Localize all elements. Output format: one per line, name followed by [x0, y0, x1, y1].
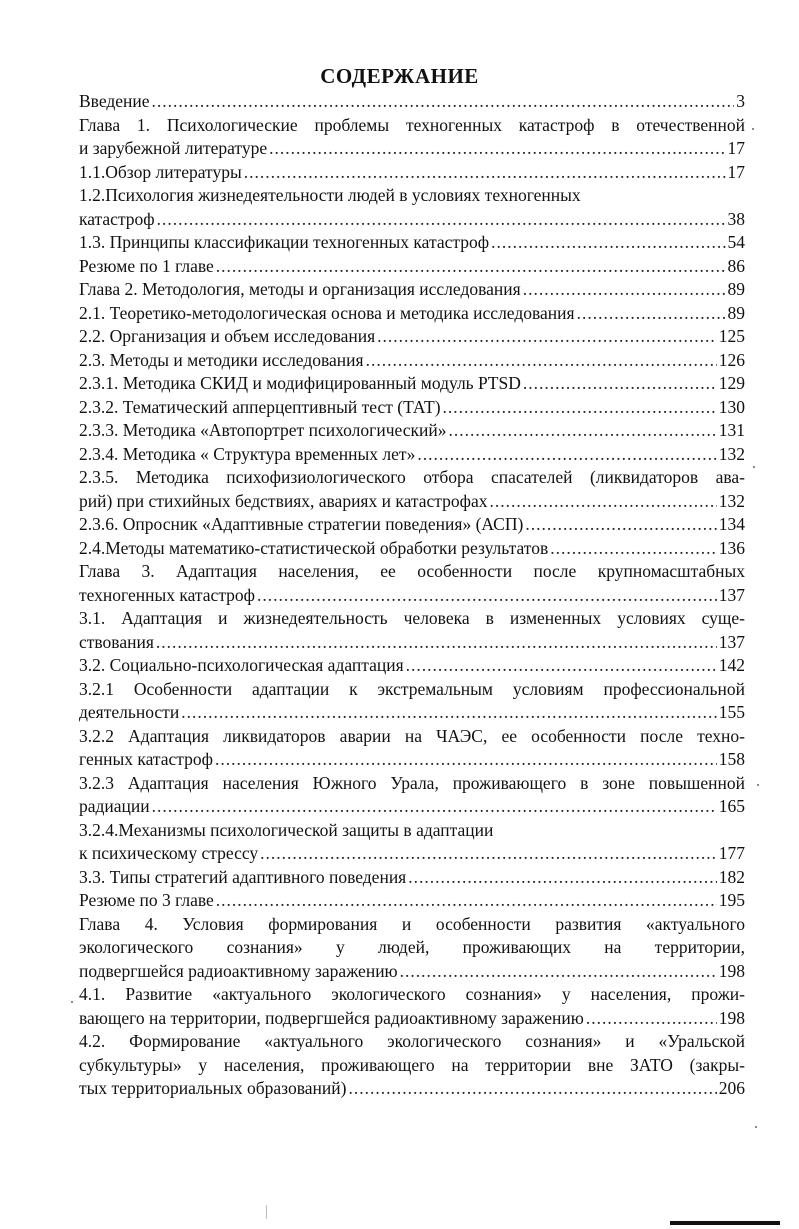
toc-page-number: 158: [718, 749, 745, 769]
toc-page-number: 195: [718, 890, 745, 910]
toc-entry: [79, 960, 745, 984]
toc-entry-continued: Глава 4. Условия формирования и особенности развития «актуального: [79, 913, 745, 934]
toc-page-number: 125: [718, 326, 745, 346]
toc-page-number: 89: [727, 302, 745, 323]
toc-entry-title: 2.3.4. Методика « Структура временных лет»: [79, 443, 416, 464]
toc-page-number: 198: [718, 960, 745, 981]
toc-entry: [79, 866, 745, 890]
dot-leader: [400, 960, 717, 984]
dot-leader: [260, 842, 717, 866]
toc-entry-title: 2.3.6. Опросник «Адаптивные стратегии поведения» (АСП): [79, 514, 524, 534]
toc-page-number: 155: [718, 702, 745, 722]
toc-entry: [79, 443, 745, 467]
table-of-contents: [79, 90, 745, 1101]
toc-entry: [79, 231, 745, 255]
toc-page-number: 38: [727, 208, 745, 229]
toc-entry-title: катастроф: [79, 208, 155, 229]
toc-entry: [79, 302, 745, 326]
toc-page-number: 177: [718, 843, 745, 863]
toc-entry-continued: Глава 1. Психологические проблемы техногенных катастроф в отечественной: [79, 114, 745, 135]
toc-entry-continued: 1.2.Психология жизнедеятельности людей в условиях техногенных: [79, 185, 581, 205]
toc-entry-title: 2.2. Организация и объем исследования: [79, 326, 376, 346]
dot-leader: [216, 889, 717, 913]
dot-leader: [491, 231, 725, 255]
toc-entry-title: 1.3. Принципы классификации техногенных катастроф: [79, 232, 490, 252]
dot-leader: [417, 443, 716, 467]
toc-entry: [79, 137, 745, 161]
toc-entry-continued: экологического сознания» у людей, проживающих на территории,: [79, 937, 745, 957]
toc-entry-title: 2.3.1. Методика СКИД и модифицированный модуль PTSD: [79, 373, 521, 393]
toc-page-number: 132: [718, 443, 745, 464]
toc-entry: [79, 396, 745, 420]
toc-entry-continued: 3.2.4.Механизмы психологической защиты в адаптации: [79, 819, 494, 840]
toc-entry: [79, 490, 745, 514]
toc-entry-title: 2.3.3. Методика «Автопортрет психологический»: [79, 420, 447, 440]
dot-leader: [257, 584, 717, 608]
toc-page-number: 137: [718, 584, 745, 605]
dot-leader: [490, 490, 717, 514]
dot-leader: [181, 701, 717, 725]
toc-entry: [79, 325, 745, 349]
toc-entry-title: к психическому стрессу: [79, 843, 259, 863]
toc-entry: [79, 90, 745, 114]
dot-leader: [443, 396, 717, 420]
toc-entry-title: 1.1.Обзор литературы: [79, 161, 242, 182]
toc-entry-title: 3.3. Типы стратегий адаптивного поведения: [79, 866, 407, 887]
dot-leader: [550, 537, 717, 561]
toc-entry: [79, 372, 745, 396]
dot-leader: [406, 654, 717, 678]
toc-page-number: 142: [718, 655, 745, 675]
page-edge-bar: [670, 1221, 780, 1225]
toc-entry-continued: 4.1. Развитие «актуального экологического сознания» у населения, прожи-: [79, 984, 745, 1004]
toc-entry: [79, 419, 745, 443]
toc-entry-title: рий) при стихийных бедствиях, авариях и катастрофах: [79, 490, 488, 511]
toc-page-number: 86: [727, 255, 745, 276]
toc-entry-title: Резюме по 1 главе: [79, 255, 214, 276]
toc-entry: [79, 631, 745, 655]
toc-entry: [79, 701, 745, 725]
dot-leader: [523, 372, 717, 396]
toc-entry: [79, 161, 745, 185]
dot-leader: [577, 302, 726, 326]
toc-page-number: 54: [727, 232, 745, 252]
dot-leader: [157, 208, 726, 232]
toc-entry-title: и зарубежной литературе: [79, 138, 268, 158]
dot-leader: [244, 161, 726, 185]
toc-page-number: 137: [718, 631, 745, 652]
toc-page-number: 129: [718, 373, 745, 393]
dot-leader: [448, 419, 716, 443]
toc-page-number: 134: [718, 514, 745, 534]
dot-leader: [586, 1007, 717, 1031]
dot-leader: [216, 255, 726, 279]
toc-entry-title: подвергшейся радиоактивному заражению: [79, 960, 398, 981]
toc-page-number: 17: [727, 138, 745, 158]
toc-entry-title: тых территориальных образований): [79, 1078, 347, 1098]
page-title: СОДЕРЖАНИЕ: [320, 64, 479, 88]
toc-entry-title: Глава 2. Методология, методы и организация исследования: [79, 279, 521, 299]
toc-entry-title: 2.3. Методы и методики исследования: [79, 349, 364, 370]
dot-leader: [269, 137, 725, 161]
toc-entry-title: 2.1. Теоретико-методологическая основа и методика исследования: [79, 302, 575, 323]
toc-entry: [79, 1007, 745, 1031]
dot-leader: [366, 349, 717, 373]
toc-page-number: 131: [718, 420, 745, 440]
toc-entry-title: ствования: [79, 631, 154, 652]
toc-entry: [79, 255, 745, 279]
toc-page-number: 182: [718, 866, 745, 887]
dot-leader: [525, 513, 716, 537]
toc-entry: [79, 278, 745, 302]
toc-entry-continued: Глава 3. Адаптация населения, ее особенности после крупномасштабных: [79, 561, 745, 581]
dot-leader: [348, 1077, 716, 1101]
toc-entry-continued: 3.2.2 Адаптация ликвидаторов аварии на ЧАЭС, ее особенности после техно-: [79, 725, 745, 746]
toc-entry: [79, 513, 745, 537]
toc-entry-continued: 2.3.5. Методика психофизиологического отбора спасателей (ликвидаторов ава-: [79, 467, 745, 487]
dot-leader: [377, 325, 717, 349]
toc-page-number: 89: [727, 279, 745, 299]
toc-page-number: 3: [736, 91, 745, 111]
toc-entry-title: генных катастроф: [79, 749, 213, 769]
toc-page-number: 198: [718, 1007, 745, 1028]
toc-entry-continued: 3.2.1 Особенности адаптации к экстремальным условиям профессиональной: [79, 678, 745, 699]
toc-entry: [79, 654, 745, 678]
toc-entry: [79, 584, 745, 608]
toc-page-number: 17: [727, 161, 745, 182]
toc-entry-continued: субкультуры» у населения, проживающего на территории вне ЗАТО (закры-: [79, 1054, 745, 1075]
toc-entry: [79, 349, 745, 373]
toc-entry: [79, 842, 745, 866]
toc-page-number: 136: [718, 537, 745, 558]
toc-entry: [79, 208, 745, 232]
toc-entry: [79, 795, 745, 819]
toc-entry-title: деятельности: [79, 702, 180, 722]
toc-page-number: 165: [718, 796, 745, 816]
toc-entry: [79, 1077, 745, 1101]
toc-entry: [79, 748, 745, 772]
dot-leader: [156, 631, 717, 655]
toc-entry-title: вающего на территории, подвергшейся радиоактивному заражению: [79, 1007, 584, 1028]
toc-entry-continued: 3.1. Адаптация и жизнедеятельность человека в измененных условиях суще-: [79, 608, 745, 628]
toc-entry-continued: 4.2. Формирование «актуального экологического сознания» и «Уральской: [79, 1031, 745, 1051]
dot-leader: [523, 278, 726, 302]
toc-entry-title: радиации: [79, 796, 150, 816]
toc-entry-title: 3.2. Социально-психологическая адаптация: [79, 655, 404, 675]
toc-entry-title: Введение: [79, 91, 150, 111]
toc-page-number: 130: [718, 396, 745, 417]
toc-entry-continued: 3.2.3 Адаптация населения Южного Урала, проживающего в зоне повышенной: [79, 772, 745, 793]
dot-leader: [152, 90, 735, 114]
toc-page-number: 206: [718, 1078, 745, 1098]
dot-leader: [152, 795, 717, 819]
toc-entry: [79, 537, 745, 561]
toc-entry: [79, 889, 745, 913]
toc-entry-title: 2.4.Методы математико-статистической обработки результатов: [79, 537, 549, 558]
toc-entry-title: Резюме по 3 главе: [79, 890, 214, 910]
toc-entry-title: 2.3.2. Тематический апперцептивный тест (ТАТ): [79, 396, 441, 417]
toc-entry-title: техногенных катастроф: [79, 584, 256, 605]
dot-leader: [408, 866, 717, 890]
toc-page-number: 132: [718, 490, 745, 511]
toc-page-number: 126: [718, 349, 745, 370]
dot-leader: [215, 748, 717, 772]
